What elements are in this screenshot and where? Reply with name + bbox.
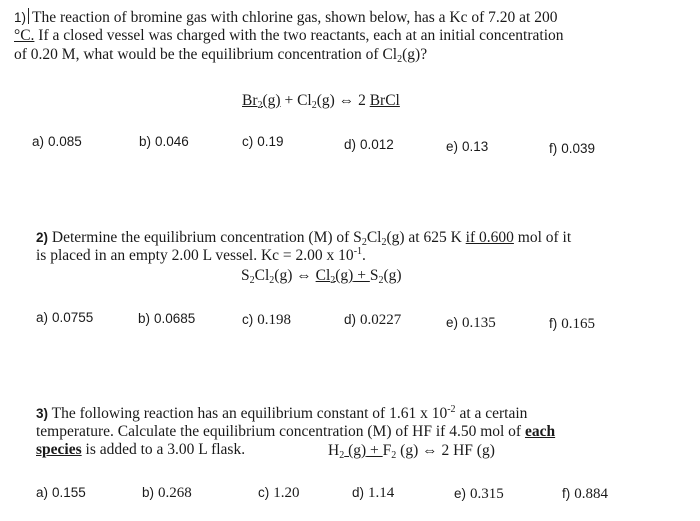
q2-option-c[interactable] (242, 311, 291, 329)
q3-option-a[interactable] (36, 484, 86, 502)
q2-option-b-label: b) (138, 311, 151, 326)
q3-line-3 (36, 441, 245, 459)
q1-equation (242, 92, 400, 110)
q2-text-2: is placed in an empty 2.00 L vessel. Kc = 2.00 x 10 (36, 247, 354, 264)
q3-option-d-label: d) (352, 485, 365, 500)
q3-option-e[interactable] (454, 485, 504, 503)
q1-reactants (242, 92, 281, 109)
q2-option-f[interactable] (549, 315, 595, 333)
q1-eq-arrow: ⇔ (334, 92, 359, 109)
q3-equation (328, 442, 495, 460)
q1-option-e-value: 0.13 (462, 139, 489, 154)
q1-option-e-label: e) (446, 139, 459, 154)
q1-eq-product: BrCl (369, 92, 400, 109)
q1-eq-cl: Cl (297, 92, 312, 109)
q2-sup: -1 (353, 246, 363, 257)
q2-text-1b: (g) at 625 K (386, 229, 466, 246)
q2-line-2 (36, 247, 366, 265)
q2-option-f-value: 0.165 (561, 316, 595, 332)
q2-eq-p2-state: (g) (383, 267, 402, 284)
q2-cl-sub: 2 (381, 237, 387, 248)
q3-number: 3) (36, 406, 49, 421)
q2-eq-p1-state: (g) (335, 267, 354, 284)
q1-eq-br-state: (g) (262, 92, 281, 109)
q1-eq-coef: 2 (358, 92, 370, 109)
q1-text-3-end: (g)? (402, 46, 428, 63)
q3-option-b-label: b) (142, 485, 155, 500)
q2-eq-cl: Cl (254, 267, 270, 284)
q3-option-d-value: 1.14 (368, 485, 395, 501)
q2-text-1u: if 0.600 (465, 229, 514, 246)
q2-option-c-value: 0.198 (257, 312, 291, 328)
q1-eq-br-sub: 2 (257, 100, 263, 111)
q1-eq-plus: + (280, 92, 298, 109)
q1-option-b-value: 0.046 (155, 134, 189, 149)
q2-eq-p1-sub: 2 (330, 275, 336, 286)
q1-option-a-value: 0.085 (48, 134, 82, 149)
q1-line-3 (14, 46, 427, 64)
q1-option-f[interactable] (549, 140, 595, 158)
q1-option-f-value: 0.039 (561, 141, 596, 156)
q2-text-1a: Determine the equilibrium concentration (M) of S (51, 229, 362, 246)
q2-eq-product-1 (316, 267, 354, 284)
q2-option-c-label: c) (242, 312, 254, 327)
q1-unit-c: °C. (14, 27, 35, 44)
q3-eq-f: F (382, 442, 392, 459)
q1-eq-br: Br (242, 92, 258, 109)
q1-option-c[interactable] (242, 133, 284, 151)
q3-option-a-label: a) (36, 485, 49, 500)
q2-option-a-label: a) (36, 310, 49, 325)
q1-option-a[interactable] (32, 133, 82, 151)
q3-sup: -2 (447, 404, 456, 415)
q1-option-c-label: c) (242, 134, 254, 149)
q2-option-a[interactable] (36, 309, 93, 327)
q2-option-b[interactable] (138, 310, 195, 328)
q3-eq-arrow: ⇔ (418, 442, 442, 459)
q2-option-d[interactable] (344, 311, 401, 329)
q2-eq-p2-sub: 2 (378, 275, 384, 286)
q2-eq-s-sub: 2 (249, 275, 255, 286)
q3-option-d[interactable] (352, 484, 394, 502)
q3-eq-h-sub: 2 (339, 450, 345, 461)
q1-eq-cl-state: (g) (316, 92, 335, 109)
q2-eq-cl-sub: 2 (269, 275, 275, 286)
q3-text-2a: temperature. Calculate the equilibrium concentration (M) of HF if 4.50 mol of (36, 423, 525, 440)
q1-option-d-value: 0.012 (360, 137, 394, 152)
q2-eq-p1: Cl (315, 267, 331, 284)
q1-option-b[interactable] (139, 133, 189, 151)
q3-option-e-label: e) (454, 486, 467, 501)
q1-line-2 (14, 27, 564, 45)
q2-option-b-value: 0.0685 (154, 311, 196, 326)
q3-eq-h-state: (g) (344, 442, 367, 459)
q2-eq-s: S (241, 267, 250, 284)
q3-text-3b: is added to a 3.00 L flask. (81, 441, 246, 458)
q2-s-sub: 2 (361, 237, 367, 248)
q1-sub: 2 (397, 54, 403, 65)
q3-option-c[interactable] (258, 484, 300, 502)
q3-option-f-value: 0.884 (574, 486, 608, 502)
q3-option-b-value: 0.268 (158, 485, 192, 501)
q1-line-1 (14, 8, 557, 27)
q2-line-1 (36, 229, 571, 247)
q1-option-d[interactable] (344, 136, 394, 154)
q3-text-1: The following reaction has an equilibrium constant of 1.61 x 10 (51, 405, 448, 422)
q3-option-c-label: c) (258, 485, 270, 500)
q1-option-e[interactable] (446, 138, 488, 156)
q3-text-1-end: at a certain (455, 405, 528, 422)
q3-option-f-label: f) (562, 486, 571, 501)
q2-number: 2) (36, 230, 49, 245)
q1-option-d-label: d) (344, 137, 357, 152)
q1-option-b-label: b) (139, 134, 152, 149)
q1-number: 1) (14, 10, 27, 25)
q3-option-a-value: 0.155 (52, 485, 86, 500)
q3-eq-product: 2 HF (g) (441, 442, 495, 459)
q2-eq-plus: + (353, 267, 370, 284)
q2-text-1c: mol of it (513, 229, 572, 246)
q3-eq-plus: + (366, 442, 383, 459)
q1-option-c-value: 0.19 (257, 134, 284, 149)
q2-equation (241, 267, 402, 285)
q3-eq-f-state: (g) (396, 442, 419, 459)
q1-eq-cl-sub: 2 (311, 100, 317, 111)
q3-line-1 (36, 405, 527, 423)
q3-text-2b: each (524, 423, 556, 440)
q2-option-a-value: 0.0755 (52, 310, 94, 325)
q3-option-c-value: 1.20 (273, 485, 300, 501)
q1-text-2: If a closed vessel was charged with the two reactants, each at an initial concentration (34, 27, 564, 44)
q3-option-b[interactable] (142, 484, 192, 502)
q1-option-a-label: a) (32, 134, 45, 149)
q2-option-e-value: 0.135 (462, 315, 496, 331)
q3-eq-h: H (328, 442, 340, 459)
q2-eq-arrow: ⇔ (292, 267, 316, 284)
q3-option-f[interactable] (562, 485, 608, 503)
q1-option-f-label: f) (549, 141, 558, 156)
q3-text-3a: species (36, 441, 82, 458)
q3-line-2 (36, 423, 555, 441)
q1-text-1: The reaction of bromine gas with chlorine gas, shown below, has a Kc of 7.20 at 200 (32, 9, 558, 26)
q2-option-e-label: e) (446, 315, 459, 330)
q2-option-d-label: d) (344, 312, 357, 327)
q2-text-2-end: . (362, 247, 366, 264)
q3-option-e-value: 0.315 (470, 486, 504, 502)
q2-option-e[interactable] (446, 314, 496, 332)
q2-eq-state: (g) (274, 267, 293, 284)
q2-eq-p2: S (369, 267, 379, 284)
q2-cl: Cl (366, 229, 382, 246)
text-cursor (28, 8, 29, 24)
q2-option-f-label: f) (549, 316, 558, 331)
q2-option-d-value: 0.0227 (360, 312, 402, 328)
q1-text-3: of 0.20 M, what would be the equilibrium concentration of Cl (14, 46, 398, 63)
q3-eq-f-sub: 2 (391, 450, 397, 461)
